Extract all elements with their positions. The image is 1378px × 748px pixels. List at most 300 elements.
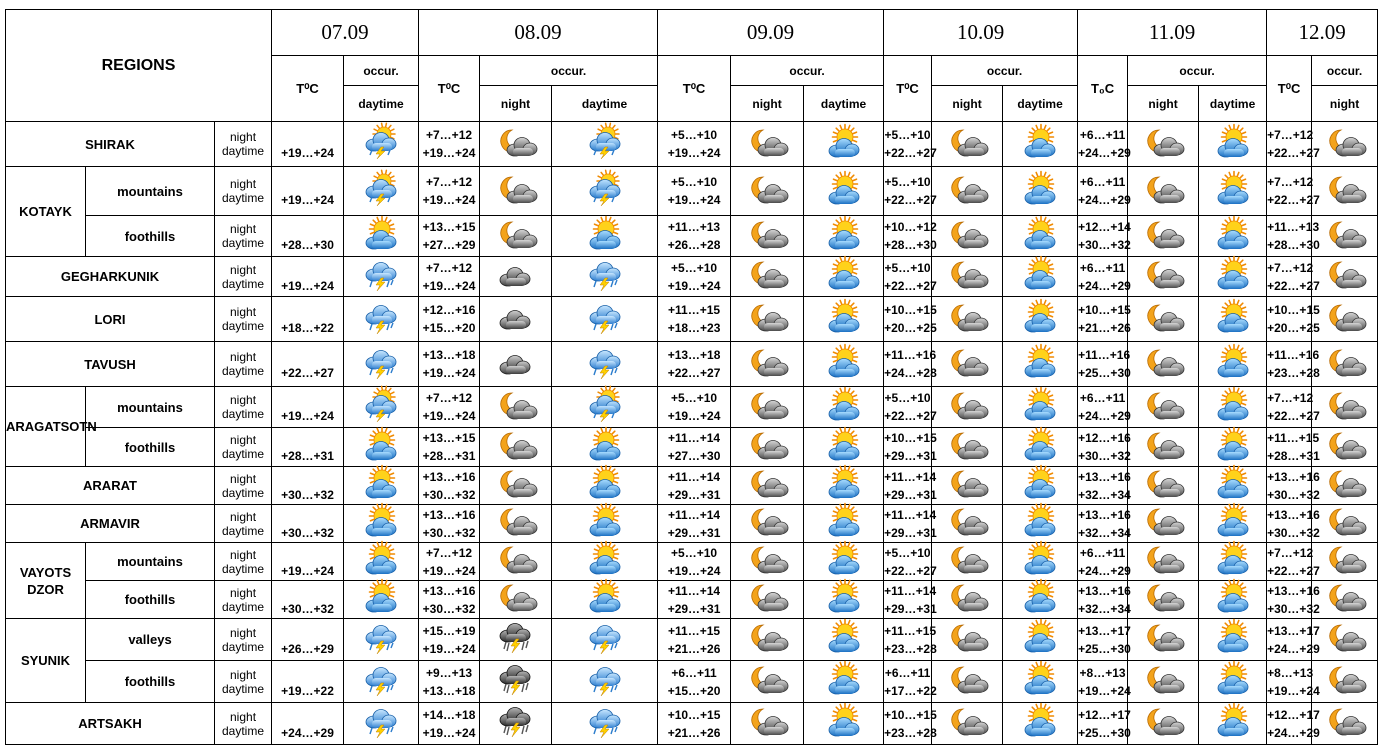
night-occurrence-cell bbox=[932, 467, 1003, 505]
day-partly-cloudy-icon bbox=[586, 505, 624, 542]
night-temperature: +6…+11 bbox=[671, 665, 717, 680]
day-temperature: +19…+24 bbox=[667, 563, 721, 578]
night-partly-cloudy-icon bbox=[748, 506, 786, 541]
temperature-cell bbox=[658, 167, 731, 216]
night-temperature: +7…+12 bbox=[426, 128, 473, 142]
day-partly-cloudy-icon bbox=[1021, 467, 1059, 504]
night-label: night bbox=[230, 222, 257, 236]
night-occurrence-cell bbox=[480, 122, 552, 167]
night-partly-cloudy-icon bbox=[1144, 544, 1182, 579]
day-occurrence-cell bbox=[1199, 619, 1267, 661]
temperature-cell bbox=[884, 257, 937, 297]
temperature-cell bbox=[1267, 467, 1320, 505]
day-occurrence-cell bbox=[1199, 505, 1267, 543]
night-occurrence-cell bbox=[1128, 122, 1199, 167]
day-thunderstorm-icon bbox=[586, 172, 624, 211]
daytime-label: daytime bbox=[222, 276, 265, 291]
day-partly-cloudy-icon bbox=[825, 429, 863, 466]
day-temperature: +22…+27 bbox=[1267, 193, 1320, 207]
night-occurrence-cell bbox=[1312, 167, 1378, 216]
day-occurrence-cell bbox=[1199, 703, 1267, 745]
night-temperature: +8…+13 bbox=[1079, 665, 1126, 680]
night-label: night bbox=[230, 350, 257, 364]
day-temperature: +28…+30 bbox=[1267, 238, 1320, 252]
temperature-cell bbox=[1267, 167, 1320, 216]
night-temperature: +13…+16 bbox=[1267, 583, 1320, 598]
day-occurrence-cell bbox=[1003, 428, 1078, 467]
day-temperature: +25…+30 bbox=[1078, 641, 1131, 656]
day-temperature: +22…+27 bbox=[884, 563, 937, 578]
night-partly-cloudy-icon bbox=[948, 347, 986, 382]
day-partly-cloudy-icon bbox=[586, 218, 624, 255]
temperature-cell bbox=[419, 428, 480, 467]
night-occurrence-cell bbox=[1128, 342, 1199, 387]
night-temperature: +5…+10 bbox=[884, 260, 931, 275]
night-temperature: +7…+12 bbox=[426, 175, 473, 189]
daytime-label: daytime bbox=[222, 599, 265, 614]
night-partly-cloudy-icon bbox=[1144, 706, 1182, 741]
temperature-cell bbox=[419, 543, 480, 581]
day-partly-cloudy-icon bbox=[825, 346, 863, 383]
day-temperature: +24…+29 bbox=[1078, 193, 1131, 207]
day-occurrence-cell bbox=[552, 387, 658, 428]
day-occurrence-cell bbox=[804, 467, 884, 505]
day-temperature: +18…+22 bbox=[281, 321, 334, 335]
day-occurrence-cell bbox=[1199, 342, 1267, 387]
night-temperature: +6…+11 bbox=[1079, 128, 1126, 142]
night-temperature bbox=[272, 173, 343, 191]
day-temperature: +13…+18 bbox=[422, 683, 476, 698]
day-partly-cloudy-icon bbox=[825, 301, 863, 338]
day-occurrence-cell bbox=[344, 581, 419, 619]
night-temperature: +13…+16 bbox=[422, 507, 476, 522]
day-occurrence-cell bbox=[804, 619, 884, 661]
day-occurrence-cell bbox=[552, 122, 658, 167]
day-temperature: +30…+32 bbox=[422, 601, 476, 616]
day-temperature: +24…+29 bbox=[1078, 146, 1131, 160]
night-temperature: +6…+11 bbox=[1079, 175, 1126, 189]
temperature-cell bbox=[419, 297, 480, 342]
temperature-cell bbox=[1267, 703, 1320, 745]
day-occurrence-cell bbox=[1003, 342, 1078, 387]
night-occurrence-cell bbox=[480, 167, 552, 216]
daytime-subheader: daytime bbox=[1199, 86, 1267, 122]
night-partly-cloudy-icon bbox=[948, 664, 986, 699]
night-temperature: +13…+17 bbox=[1267, 623, 1320, 638]
table-row bbox=[6, 543, 1378, 581]
day-occurrence-cell bbox=[344, 122, 419, 167]
night-temperature: +7…+12 bbox=[1267, 545, 1314, 560]
night-partly-cloudy-icon bbox=[1326, 302, 1364, 337]
night-occurrence-cell bbox=[1128, 167, 1199, 216]
day-temperature: +23…+28 bbox=[1267, 366, 1320, 380]
day-temperature: +19…+24 bbox=[422, 409, 476, 423]
night-temperature bbox=[272, 622, 343, 640]
night-temperature bbox=[272, 346, 343, 364]
day-partly-cloudy-icon bbox=[586, 581, 624, 618]
temperature-cell bbox=[884, 297, 937, 342]
subregion-name: foothills bbox=[86, 581, 215, 619]
day-partly-cloudy-icon bbox=[825, 705, 863, 742]
night-occurrence-cell bbox=[1128, 505, 1199, 543]
night-temperature: +13…+15 bbox=[422, 220, 476, 234]
table-row bbox=[6, 619, 1378, 661]
night-temperature: +5…+10 bbox=[884, 545, 931, 560]
temp-column-header: T⁰C bbox=[1267, 56, 1312, 122]
night-temperature: +13…+16 bbox=[422, 583, 476, 598]
night-temperature: +11…+15 bbox=[1267, 431, 1320, 445]
night-occurrence-cell bbox=[480, 619, 552, 661]
temperature-cell bbox=[658, 257, 731, 297]
night-temperature: +10…+15 bbox=[1078, 303, 1131, 317]
day-occurrence-cell bbox=[1003, 505, 1078, 543]
region-name: ARMAVIR bbox=[6, 505, 215, 543]
day-occurrence-cell bbox=[552, 297, 658, 342]
temperature-cell bbox=[1267, 505, 1320, 543]
night-occurrence-cell bbox=[1312, 581, 1378, 619]
table-row bbox=[6, 387, 1378, 428]
rain-thunderstorm-icon bbox=[362, 257, 400, 296]
night-occurrence-cell bbox=[480, 216, 552, 257]
night-partly-cloudy-icon bbox=[748, 127, 786, 162]
table-row bbox=[6, 167, 1378, 216]
rain-thunderstorm-icon bbox=[586, 345, 624, 384]
temperature-cell bbox=[658, 619, 731, 661]
day-occurrence-cell bbox=[1003, 703, 1078, 745]
day-occurrence-cell bbox=[344, 619, 419, 661]
period-labels bbox=[215, 467, 272, 505]
night-temperature: +12…+16 bbox=[422, 303, 476, 317]
night-occurrence-cell bbox=[1312, 387, 1378, 428]
day-partly-cloudy-icon bbox=[1021, 705, 1059, 742]
day-temperature: +27…+30 bbox=[667, 449, 721, 463]
night-temperature: +10…+15 bbox=[884, 431, 937, 445]
night-temperature: +13…+16 bbox=[1078, 507, 1131, 522]
temp-column-header: T⁰C bbox=[884, 56, 932, 122]
occurrence-header: occur. bbox=[480, 56, 658, 86]
temperature-cell bbox=[1267, 619, 1320, 661]
subregion-name: mountains bbox=[86, 167, 215, 216]
night-temperature: +5…+10 bbox=[671, 545, 718, 560]
night-partly-cloudy-icon bbox=[748, 219, 786, 254]
subregion-name: valleys bbox=[86, 619, 215, 661]
day-partly-cloudy-icon bbox=[1021, 663, 1059, 700]
night-partly-cloudy-icon bbox=[1144, 506, 1182, 541]
day-temperature: +19…+24 bbox=[281, 409, 334, 423]
day-partly-cloudy-icon bbox=[1214, 505, 1252, 542]
table-row bbox=[6, 216, 1378, 257]
temperature-cell bbox=[419, 342, 480, 387]
night-partly-cloudy-icon bbox=[748, 468, 786, 503]
night-temperature: +15…+19 bbox=[422, 623, 476, 638]
night-partly-cloudy-icon bbox=[1144, 468, 1182, 503]
day-thunderstorm-icon bbox=[586, 125, 624, 164]
day-occurrence-cell bbox=[804, 387, 884, 428]
day-partly-cloudy-icon bbox=[1214, 346, 1252, 383]
night-partly-cloudy-icon bbox=[497, 430, 535, 465]
day-occurrence-cell bbox=[804, 342, 884, 387]
day-temperature: +22…+27 bbox=[1267, 409, 1320, 423]
night-temperature: +11…+14 bbox=[668, 469, 721, 484]
night-temperature: +6…+11 bbox=[1079, 260, 1126, 275]
daytime-label: daytime bbox=[222, 319, 265, 333]
temperature-cell bbox=[1267, 387, 1320, 428]
day-temperature: +19…+24 bbox=[667, 409, 721, 423]
day-temperature: +28…+31 bbox=[422, 449, 476, 463]
table-row bbox=[6, 467, 1378, 505]
temp-column-header: T₀C bbox=[1078, 56, 1128, 122]
day-temperature: +22…+27 bbox=[667, 366, 721, 380]
day-temperature: +29…+31 bbox=[667, 601, 721, 616]
daytime-label: daytime bbox=[222, 561, 265, 576]
day-occurrence-cell bbox=[1199, 387, 1267, 428]
night-occurrence-cell bbox=[480, 428, 552, 467]
night-temperature bbox=[272, 664, 343, 682]
day-occurrence-cell bbox=[344, 387, 419, 428]
day-temperature: +19…+24 bbox=[422, 563, 476, 578]
day-temperature: +19…+24 bbox=[422, 278, 476, 293]
temperature-cell bbox=[1078, 543, 1131, 581]
night-occurrence-cell bbox=[1128, 428, 1199, 467]
night-occurrence-cell bbox=[1312, 257, 1378, 297]
day-occurrence-cell bbox=[1003, 581, 1078, 619]
night-temperature: +11…+14 bbox=[668, 431, 721, 445]
temperature-cell bbox=[272, 581, 344, 619]
temperature-cell bbox=[272, 428, 344, 467]
night-occurrence-cell bbox=[731, 257, 804, 297]
day-temperature: +19…+24 bbox=[281, 278, 334, 293]
cloudy-icon bbox=[497, 347, 535, 382]
night-occurrence-cell bbox=[731, 342, 804, 387]
night-occurrence-cell bbox=[480, 387, 552, 428]
night-occurrence-cell bbox=[1128, 581, 1199, 619]
region-name: SYUNIK bbox=[6, 619, 86, 703]
region-name: ARARAT bbox=[6, 467, 215, 505]
day-occurrence-cell bbox=[344, 428, 419, 467]
temperature-cell bbox=[272, 543, 344, 581]
daytime-label: daytime bbox=[222, 523, 265, 538]
temperature-cell bbox=[272, 297, 344, 342]
rain-thunderstorm-icon bbox=[362, 620, 400, 659]
day-partly-cloudy-icon bbox=[1021, 429, 1059, 466]
night-occurrence-cell bbox=[1312, 216, 1378, 257]
night-partly-cloudy-icon bbox=[948, 506, 986, 541]
night-partly-cloudy-icon bbox=[948, 706, 986, 741]
night-temperature: +13…+16 bbox=[422, 469, 476, 484]
day-partly-cloudy-icon bbox=[825, 218, 863, 255]
day-temperature: +19…+24 bbox=[422, 725, 476, 740]
day-partly-cloudy-icon bbox=[362, 218, 400, 255]
day-partly-cloudy-icon bbox=[1021, 346, 1059, 383]
day-occurrence-cell bbox=[552, 428, 658, 467]
night-temperature: +11…+16 bbox=[884, 348, 937, 362]
night-occurrence-cell bbox=[1312, 543, 1378, 581]
temperature-cell bbox=[272, 703, 344, 745]
day-occurrence-cell bbox=[804, 167, 884, 216]
day-thunderstorm-icon bbox=[586, 388, 624, 427]
night-occurrence-cell bbox=[1312, 342, 1378, 387]
day-occurrence-cell bbox=[804, 428, 884, 467]
day-temperature: +26…+28 bbox=[667, 238, 721, 252]
night-temperature bbox=[272, 706, 343, 724]
night-temperature: +5…+10 bbox=[884, 391, 931, 405]
night-occurrence-cell bbox=[480, 661, 552, 703]
day-partly-cloudy-icon bbox=[1214, 663, 1252, 700]
temperature-cell bbox=[272, 257, 344, 297]
regions-header: REGIONS bbox=[6, 10, 272, 122]
temperature-cell bbox=[419, 619, 480, 661]
period-labels bbox=[215, 505, 272, 543]
period-labels bbox=[215, 661, 272, 703]
period-labels bbox=[215, 122, 272, 167]
temperature-cell bbox=[884, 661, 937, 703]
temp-column-header: T⁰C bbox=[272, 56, 344, 122]
night-partly-cloudy-icon bbox=[497, 582, 535, 617]
night-temperature: +7…+12 bbox=[426, 545, 473, 560]
night-occurrence-cell bbox=[480, 703, 552, 745]
day-occurrence-cell bbox=[1003, 122, 1078, 167]
period-labels bbox=[215, 216, 272, 257]
region-name: LORI bbox=[6, 297, 215, 342]
day-partly-cloudy-icon bbox=[1021, 389, 1059, 426]
night-temperature: +7…+12 bbox=[426, 260, 473, 275]
day-partly-cloudy-icon bbox=[825, 173, 863, 210]
night-occurrence-cell bbox=[480, 581, 552, 619]
temperature-cell bbox=[1267, 342, 1320, 387]
night-label: night bbox=[230, 305, 257, 319]
day-temperature: +30…+32 bbox=[281, 601, 334, 616]
night-occurrence-cell bbox=[932, 581, 1003, 619]
day-temperature: +22…+27 bbox=[1267, 563, 1320, 578]
night-occurrence-cell bbox=[1128, 257, 1199, 297]
night-temperature: +10…+15 bbox=[884, 707, 937, 722]
day-partly-cloudy-icon bbox=[1021, 126, 1059, 163]
night-temperature: +10…+15 bbox=[1267, 303, 1320, 317]
day-occurrence-cell bbox=[1199, 257, 1267, 297]
night-temperature: +6…+11 bbox=[884, 665, 931, 680]
temperature-cell bbox=[884, 543, 937, 581]
day-occurrence-cell bbox=[1003, 216, 1078, 257]
day-partly-cloudy-icon bbox=[1214, 389, 1252, 426]
night-subheader: night bbox=[731, 86, 804, 122]
day-partly-cloudy-icon bbox=[1214, 301, 1252, 338]
night-partly-cloudy-icon bbox=[497, 506, 535, 541]
day-temperature: +19…+24 bbox=[667, 193, 721, 207]
table-row bbox=[6, 342, 1378, 387]
night-occurrence-cell bbox=[1312, 122, 1378, 167]
day-temperature: +26…+29 bbox=[281, 641, 334, 656]
night-partly-cloudy-icon bbox=[497, 544, 535, 579]
night-partly-cloudy-icon bbox=[497, 390, 535, 425]
temperature-cell bbox=[1078, 387, 1131, 428]
day-occurrence-cell bbox=[552, 216, 658, 257]
temperature-cell bbox=[1078, 703, 1131, 745]
night-temperature: +10…+12 bbox=[884, 220, 937, 234]
table-row bbox=[6, 581, 1378, 619]
day-temperature: +22…+27 bbox=[884, 409, 937, 423]
night-partly-cloudy-icon bbox=[497, 219, 535, 254]
day-temperature: +22…+27 bbox=[1267, 278, 1320, 293]
night-partly-cloudy-icon bbox=[1326, 259, 1364, 294]
day-occurrence-cell bbox=[1003, 257, 1078, 297]
temperature-cell bbox=[658, 216, 731, 257]
night-label: night bbox=[230, 262, 257, 277]
night-temperature: +5…+10 bbox=[671, 175, 718, 189]
night-partly-cloudy-icon bbox=[497, 127, 535, 162]
night-partly-cloudy-icon bbox=[1144, 259, 1182, 294]
daytime-label: daytime bbox=[222, 364, 265, 378]
table-row bbox=[6, 122, 1378, 167]
temperature-cell bbox=[1078, 167, 1131, 216]
night-partly-cloudy-icon bbox=[1326, 506, 1364, 541]
temperature-cell bbox=[1078, 428, 1131, 467]
day-temperature: +20…+25 bbox=[1267, 321, 1320, 335]
day-occurrence-cell bbox=[552, 703, 658, 745]
temperature-cell bbox=[884, 122, 937, 167]
temperature-cell bbox=[658, 428, 731, 467]
occurrence-header: occur. bbox=[1312, 56, 1378, 86]
period-labels bbox=[215, 342, 272, 387]
daytime-label: daytime bbox=[222, 723, 265, 738]
night-temperature: +11…+14 bbox=[668, 583, 721, 598]
day-temperature: +15…+20 bbox=[667, 683, 721, 698]
night-partly-cloudy-icon bbox=[1144, 347, 1182, 382]
day-partly-cloudy-icon bbox=[825, 258, 863, 295]
night-occurrence-cell bbox=[731, 661, 804, 703]
day-occurrence-cell bbox=[804, 216, 884, 257]
night-label: night bbox=[230, 547, 257, 562]
temperature-cell bbox=[272, 216, 344, 257]
day-thunderstorm-icon bbox=[362, 125, 400, 164]
daytime-label: daytime bbox=[222, 485, 265, 500]
day-temperature: +30…+32 bbox=[1267, 487, 1320, 502]
day-partly-cloudy-icon bbox=[825, 621, 863, 658]
table-row bbox=[6, 703, 1378, 745]
night-occurrence-cell bbox=[1312, 703, 1378, 745]
night-partly-cloudy-icon bbox=[748, 582, 786, 617]
region-name: SHIRAK bbox=[6, 122, 215, 167]
night-occurrence-cell bbox=[480, 297, 552, 342]
night-occurrence-cell bbox=[731, 387, 804, 428]
night-partly-cloudy-icon bbox=[1144, 582, 1182, 617]
daytime-subheader: daytime bbox=[344, 86, 419, 122]
night-partly-cloudy-icon bbox=[948, 468, 986, 503]
temperature-cell bbox=[658, 122, 731, 167]
day-temperature: +29…+31 bbox=[884, 449, 937, 463]
day-partly-cloudy-icon bbox=[1214, 126, 1252, 163]
night-partly-cloudy-icon bbox=[748, 174, 786, 209]
temperature-cell bbox=[1078, 581, 1131, 619]
day-temperature: +22…+27 bbox=[884, 146, 937, 160]
day-temperature: +30…+32 bbox=[1267, 601, 1320, 616]
rain-thunderstorm-icon bbox=[362, 300, 400, 339]
night-partly-cloudy-icon bbox=[1326, 219, 1364, 254]
day-temperature: +28…+31 bbox=[1267, 449, 1320, 463]
night-temperature: +7…+12 bbox=[1267, 128, 1314, 142]
region-name: GEGHARKUNIK bbox=[6, 257, 215, 297]
night-occurrence-cell bbox=[731, 122, 804, 167]
day-occurrence-cell bbox=[1199, 297, 1267, 342]
night-occurrence-cell bbox=[1128, 703, 1199, 745]
night-temperature: +13…+18 bbox=[422, 348, 476, 362]
night-temperature: +13…+16 bbox=[1267, 507, 1320, 522]
date-header: 08.09 bbox=[419, 10, 658, 56]
night-partly-cloudy-icon bbox=[748, 302, 786, 337]
day-temperature: +20…+25 bbox=[884, 321, 937, 335]
night-occurrence-cell bbox=[932, 505, 1003, 543]
night-occurrence-cell bbox=[480, 342, 552, 387]
night-occurrence-cell bbox=[1128, 467, 1199, 505]
